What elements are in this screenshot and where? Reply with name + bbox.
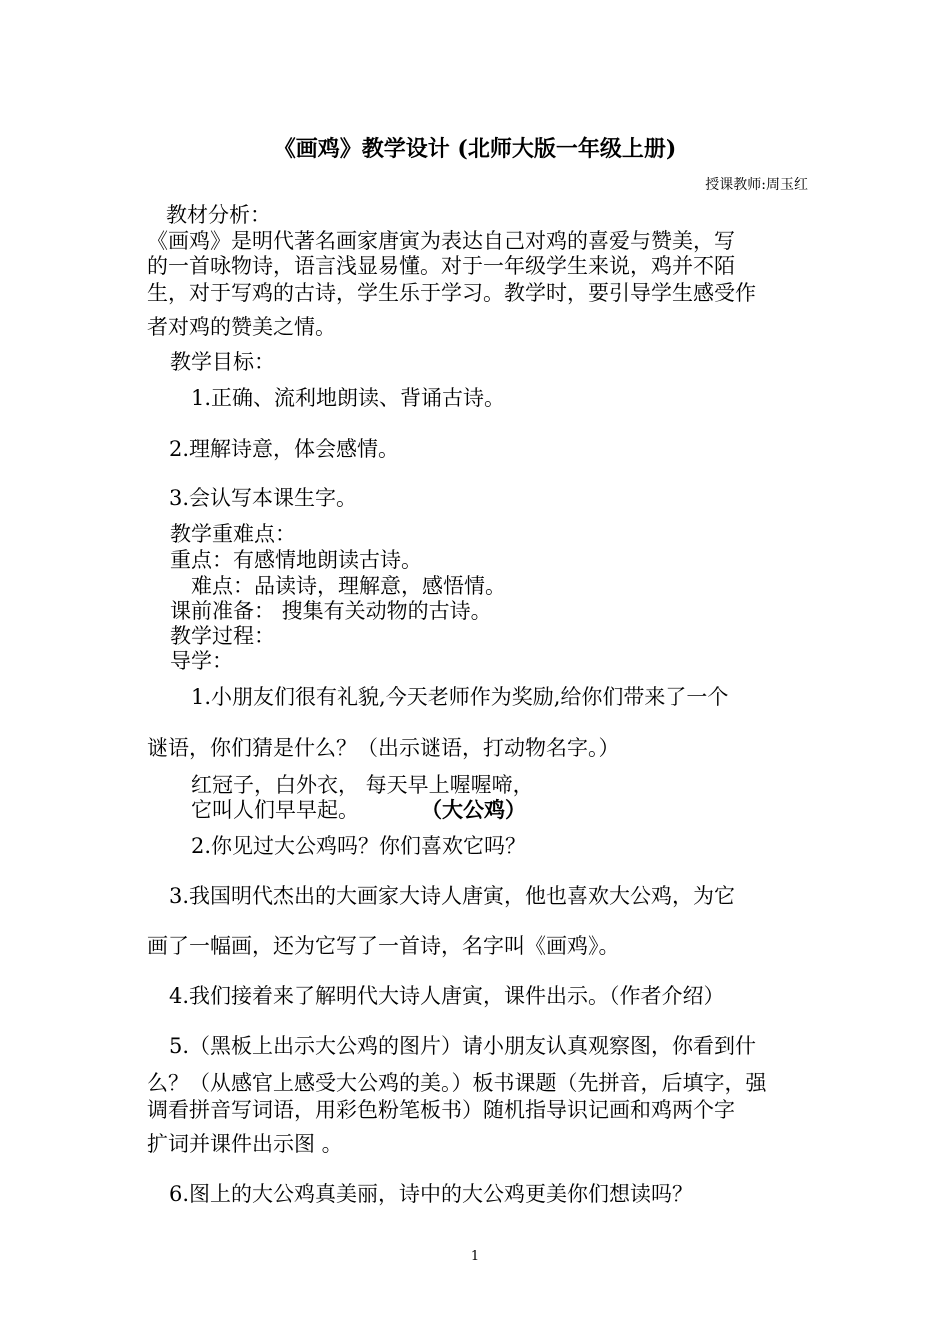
material-line-3: 生，对于写鸡的古诗，学生乐于学习。教学时，要引导学生感受作 xyxy=(147,281,756,305)
page-number: 1 xyxy=(470,1249,480,1264)
key-point: 重点：有感情地朗读古诗。 xyxy=(170,548,422,572)
document-title: 《画鸡》教学设计 (北师大版一年级上册) xyxy=(273,136,677,162)
step-1-line-2: 谜语，你们猜是什么？（出示谜语，打动物名字。） xyxy=(147,736,620,760)
guide-heading: 导学： xyxy=(170,649,233,673)
material-heading: 教材分析： xyxy=(166,203,271,227)
material-line-1: 《画鸡》是明代著名画家唐寅为表达自己对鸡的喜爱与赞美，写 xyxy=(147,229,735,253)
step-5-line-4: 扩词并课件出示图 。 xyxy=(147,1132,343,1156)
key-heading: 教学重难点： xyxy=(170,522,296,546)
step-5-line-2: 么？（从感官上感受大公鸡的美。）板书课题（先拼音，后填字，强 xyxy=(147,1071,767,1095)
goal-1: 1.正确、流利地朗读、背诵古诗。 xyxy=(191,386,506,410)
material-line-4: 者对鸡的赞美之情。 xyxy=(147,315,336,339)
process-heading: 教学过程： xyxy=(170,624,275,648)
step-1-line-1: 1.小朋友们很有礼貌,今天老师作为奖励,给你们带来了一个 xyxy=(191,685,729,709)
material-line-2: 的一首咏物诗，语言浅显易懂。对于一年级学生来说，鸡并不陌 xyxy=(147,254,735,278)
step-3-line-2: 画了一幅画，还为它写了一首诗，名字叫《画鸡》。 xyxy=(147,934,620,958)
goals-heading: 教学目标： xyxy=(170,350,275,374)
riddle-line-1: 红冠子，白外衣， 每天早上喔喔啼， xyxy=(191,773,534,797)
step-5-line-1: 5.（黑板上出示大公鸡的图片）请小朋友认真观察图，你看到什 xyxy=(169,1034,757,1058)
step-3-line-1: 3.我国明代杰出的大画家大诗人唐寅，他也喜欢大公鸡，为它 xyxy=(169,884,736,908)
goal-2: 2.理解诗意，体会感情。 xyxy=(169,437,400,461)
riddle-answer: （大公鸡） xyxy=(421,797,526,822)
step-6: 6.图上的大公鸡真美丽，诗中的大公鸡更美你们想读吗？ xyxy=(169,1182,694,1206)
preparation: 课前准备： 搜集有关动物的古诗。 xyxy=(170,599,492,623)
difficulty: 难点：品读诗，理解意，感悟情。 xyxy=(191,574,506,598)
goal-3: 3.会认写本课生字。 xyxy=(169,486,358,510)
step-5-line-3: 调看拼音写词语，用彩色粉笔板书）随机指导识记画和鸡两个字 xyxy=(147,1098,735,1122)
author-line: 授课教师:周玉红 xyxy=(705,177,808,193)
step-2: 2.你见过大公鸡吗？你们喜欢它吗？ xyxy=(191,834,527,858)
step-4: 4.我们接着来了解明代大诗人唐寅，课件出示。（作者介绍） xyxy=(169,984,725,1008)
riddle-line-2: 它叫人们早早起。 xyxy=(191,798,359,822)
